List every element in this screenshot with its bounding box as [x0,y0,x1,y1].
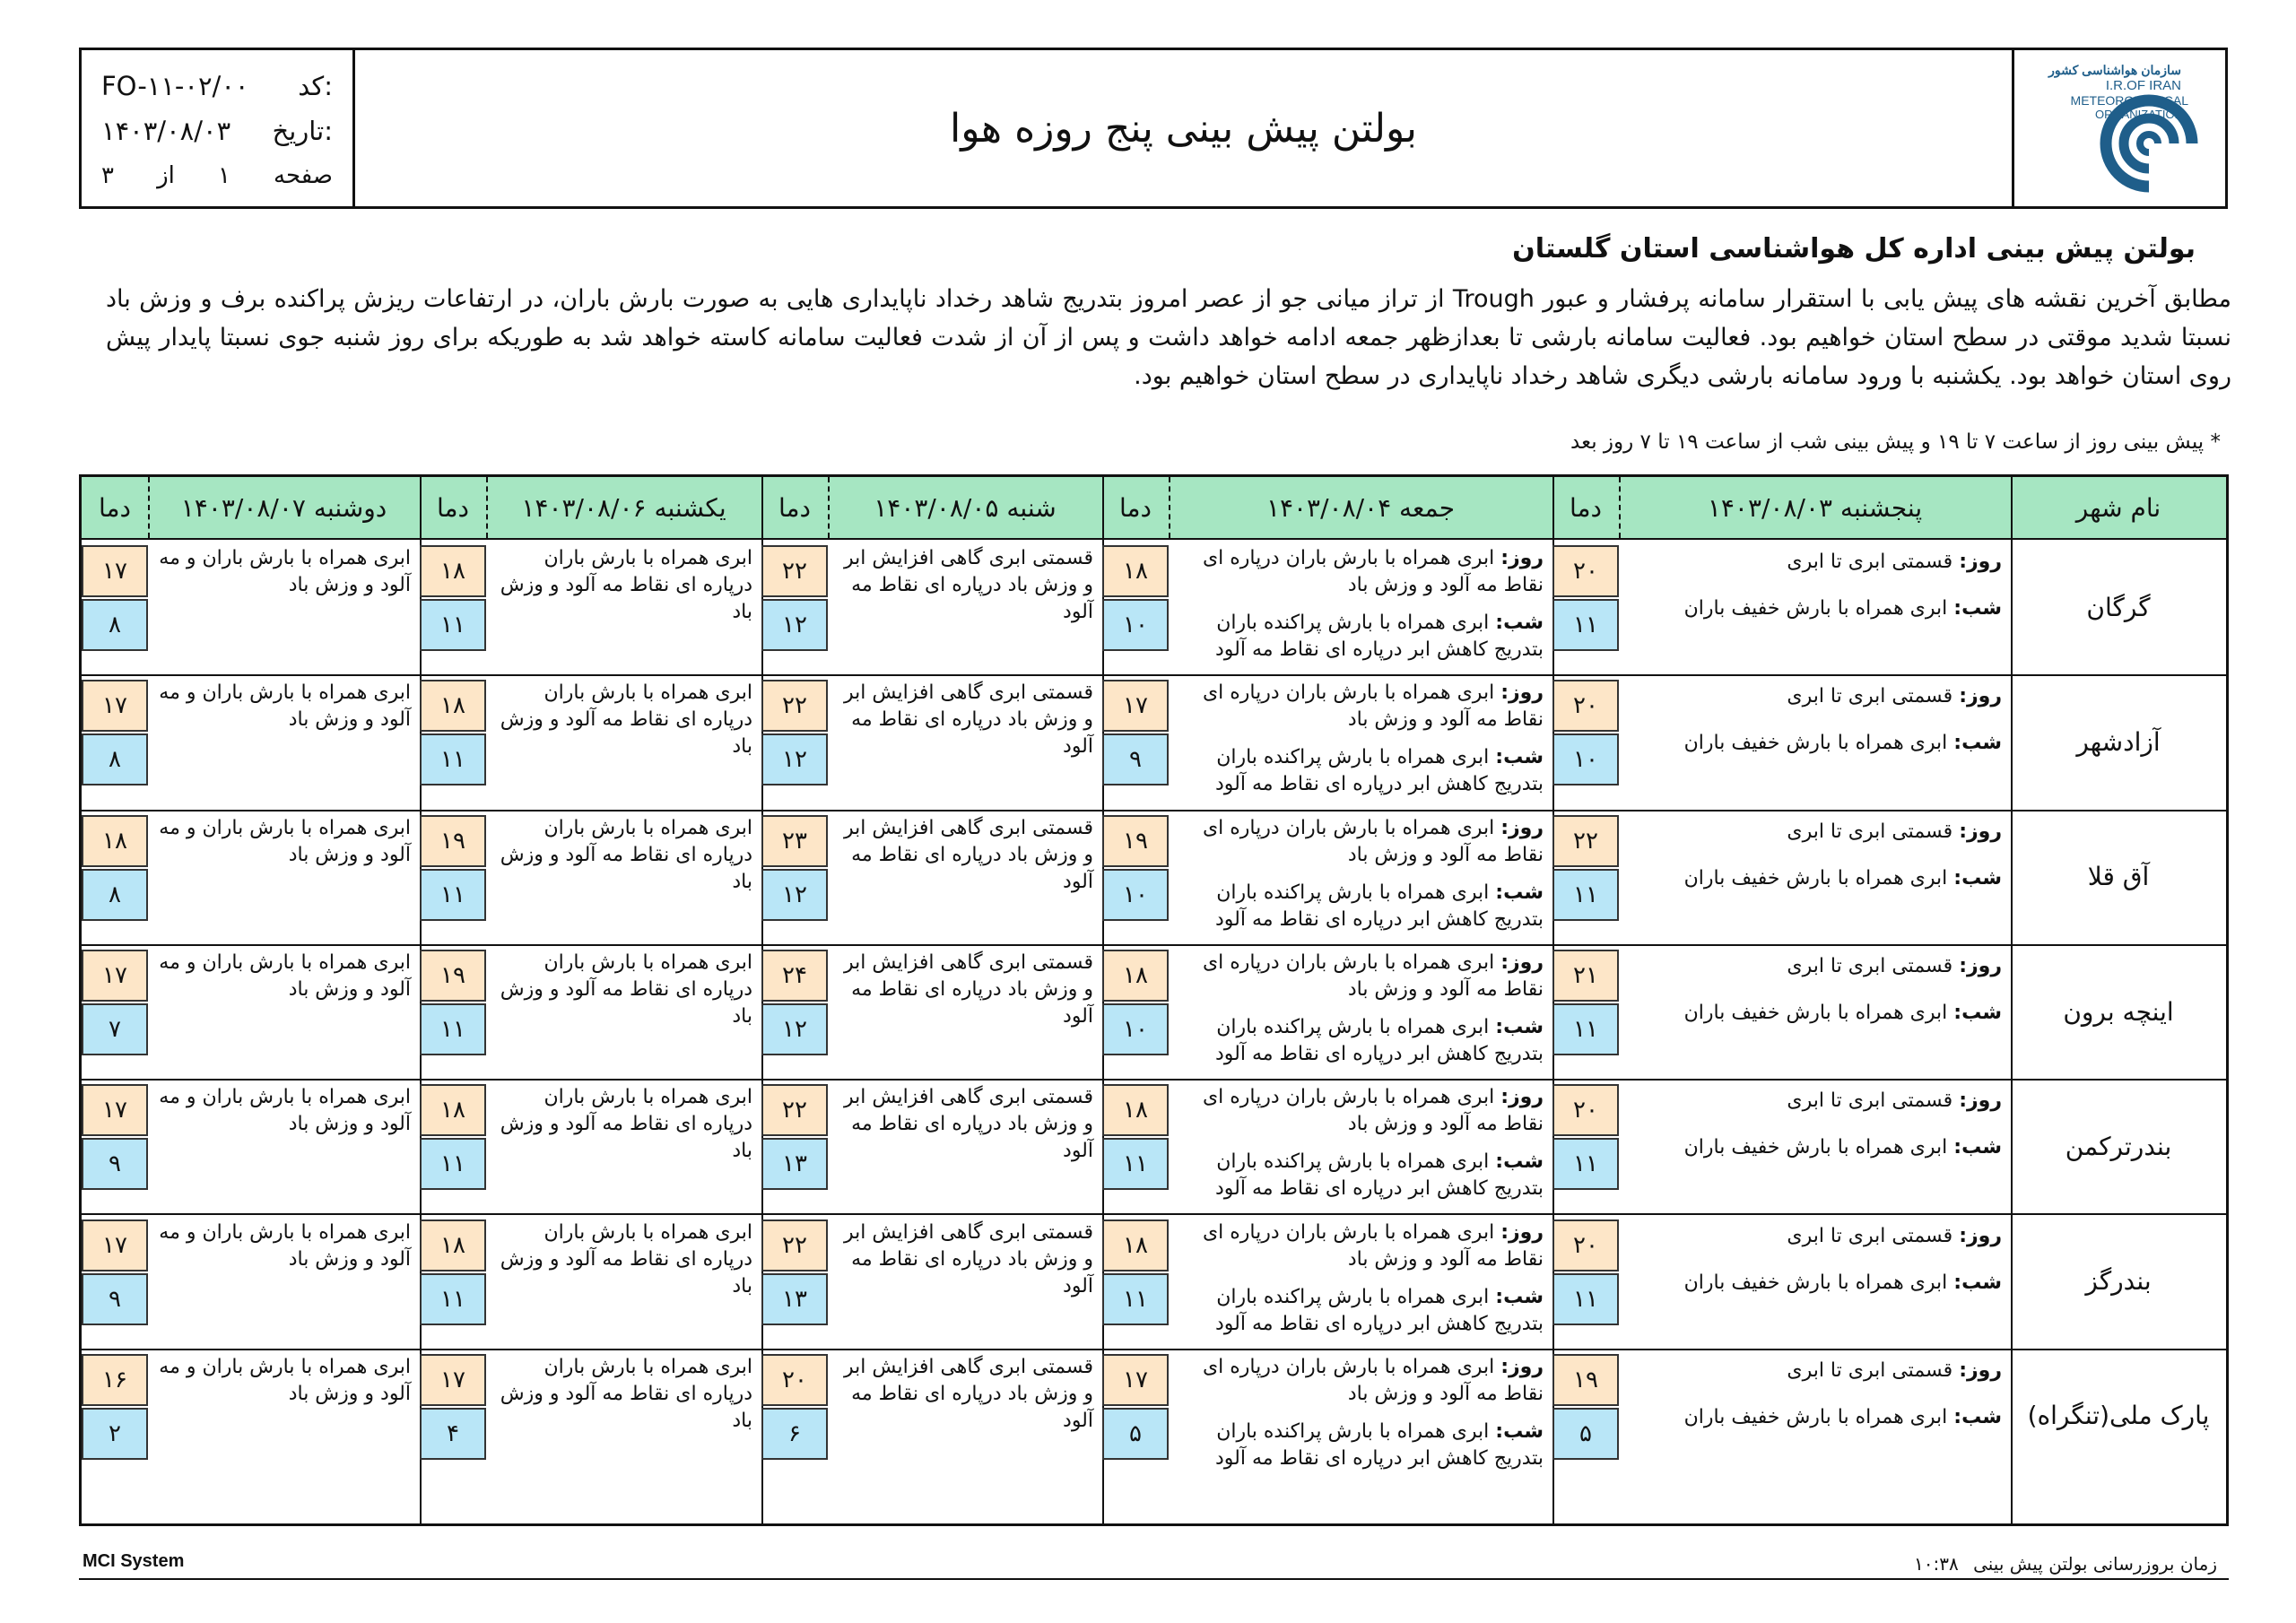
day-forecast [1628,549,2002,576]
logo-text-en-1: I.R.OF IRAN [2105,78,2181,93]
max-temp: ۱۷ [1102,680,1169,732]
day-forecast [1178,545,1544,599]
daily-forecast: قسمتی ابری گاهی افزایش ابر و وزش باد درپاره ای نقاط مه آلود [844,681,1093,759]
page-of: از [157,162,175,189]
night-forecast [1178,744,1544,798]
min-temp: ۱۰ [1102,599,1169,651]
night-forecast [1628,1134,2002,1161]
day-label: روز: [1500,547,1544,569]
day-text: قسمتی ابری تا ابری [1787,954,1953,977]
max-temp: ۱۸ [420,545,486,597]
day-label: روز: [1959,685,2002,708]
day-forecast [1178,1219,1544,1273]
header-day-2: جمعه ۱۴۰۳/۰۸/۰۴ [1265,492,1456,523]
min-temp: ۱۲ [761,1003,828,1055]
day-text: ابری همراه با بارش باران درپاره ای نقاط مه آلود و وزش باد [1202,1086,1544,1136]
daily-forecast: قسمتی ابری گاهی افزایش ابر و وزش باد درپاره ای نقاط مه آلود [844,816,1093,893]
max-temp: ۱۸ [1102,545,1169,597]
night-label: شب: [1953,1271,2002,1294]
update-time-label [1914,1553,2217,1575]
update-time: ۱۰:۳۸ [1914,1553,1959,1575]
page-row [101,154,333,197]
max-temp: ۱۷ [1102,1354,1169,1406]
min-temp: ۹ [1102,733,1169,785]
daily-forecast: قسمتی ابری گاهی افزایش ابر و وزش باد درپاره ای نقاط مه آلود [844,950,1093,1028]
min-temp: ۱۱ [1102,1138,1169,1190]
min-temp: ۱۳ [761,1273,828,1325]
daily-forecast: ابری همراه با بارش باران و مه آلود و وزش باد [159,547,411,596]
night-text: ابری همراه با بارش پراکنده باران بتدریج کاهش ابر درپاره ای نقاط مه آلود [1215,746,1544,796]
night-label: شب: [1495,612,1544,634]
night-text: ابری همراه با بارش پراکنده باران بتدریج کاهش ابر درپاره ای نقاط مه آلود [1215,1419,1544,1470]
max-temp: ۱۹ [1552,1354,1619,1406]
night-text: ابری همراه با بارش خفیف باران [1683,1405,1948,1428]
table-header-row [82,477,2226,540]
header-day-3: شنبه ۱۴۰۳/۰۸/۰۵ [874,492,1057,523]
max-temp: ۲۳ [761,815,828,867]
bulletin-header [79,48,2228,209]
daily-forecast: ابری همراه با بارش باران درپاره ای نقاط مه آلود و وزش باد [500,547,752,623]
min-temp: ۱۰ [1102,1003,1169,1055]
min-temp: ۴ [420,1408,486,1460]
min-temp: ۱۱ [1552,1138,1619,1190]
day-label: روز: [1500,681,1544,705]
night-forecast [1628,865,2002,892]
max-temp: ۲۰ [1552,680,1619,732]
max-temp: ۲۴ [761,950,828,1002]
logo-text-en-2: METEOROLOGICAL [2070,93,2188,108]
system-name: MCI System [83,1551,185,1571]
max-temp: ۲۰ [1552,1219,1619,1271]
daily-forecast: ابری همراه با بارش باران درپاره ای نقاط مه آلود و وزش باد [500,1086,752,1163]
code-value: FO-۱۱-۰۲/۰۰ [101,71,249,101]
night-text: ابری همراه با بارش پراکنده باران بتدریج کاهش ابر درپاره ای نقاط مه آلود [1215,881,1544,931]
max-temp: ۲۰ [761,1354,828,1406]
day-forecast [1178,1084,1544,1138]
daily-forecast: قسمتی ابری گاهی افزایش ابر و وزش باد درپاره ای نقاط مه آلود [844,547,1093,623]
meteorological-organization-logo [2012,50,2225,206]
day-label: روز: [1500,816,1544,839]
header-temp-divider [1619,477,1621,538]
max-temp: ۱۶ [82,1354,148,1406]
page-title: بولتن پیش بینی پنج روزه هوا [949,105,1418,152]
max-temp: ۲۲ [761,680,828,732]
page-total: ۳ [101,162,114,189]
night-forecast [1178,1014,1544,1068]
header-temp-divider [486,477,488,538]
night-text: ابری همراه با بارش پراکنده باران بتدریج کاهش ابر درپاره ای نقاط مه آلود [1215,1150,1544,1201]
city-name: اینچه برون [2063,996,2174,1027]
min-temp: ۱۱ [420,869,486,921]
header-city: نام شهر [2075,492,2161,523]
night-forecast [1628,595,2002,622]
daily-forecast: ابری همراه با بارش باران و مه آلود و وزش باد [159,1086,411,1136]
forecast-table [79,474,2229,1526]
night-forecast [1628,1270,2002,1297]
date-row [101,109,333,152]
table-row [82,944,2226,1081]
min-temp: ۶ [761,1408,828,1460]
day-label: روز: [1500,1086,1544,1109]
table-row [82,540,2226,676]
code-label: کد: [298,71,333,101]
min-temp: ۱۰ [1102,869,1169,921]
max-temp: ۲۰ [1552,1084,1619,1136]
day-forecast [1628,1358,2002,1384]
night-label: شب: [1495,1015,1544,1038]
day-forecast [1178,950,1544,1003]
night-forecast [1628,1000,2002,1027]
city-name: گرگان [2086,592,2151,622]
night-text: ابری همراه با بارش خفیف باران [1683,732,1948,755]
daily-forecast: ابری همراه با بارش باران و مه آلود و وزش باد [159,950,411,1001]
night-text: ابری همراه با بارش پراکنده باران بتدریج کاهش ابر درپاره ای نقاط مه آلود [1215,1015,1544,1065]
max-temp: ۱۷ [82,1084,148,1136]
night-forecast [1628,730,2002,757]
max-temp: ۱۸ [1102,950,1169,1002]
day-text: قسمتی ابری تا ابری [1787,1358,1953,1382]
table-row [82,1349,2226,1483]
night-forecast [1178,880,1544,933]
city-name: آزادشهر [2076,726,2161,757]
footer-divider [79,1578,2229,1580]
forecast-summary-paragraph: مطابق آخرین نقشه های پیش یابی با استقرار سامانه پرفشار و عبور Trough از تراز میانی جو از عصر امروز بتدریج شاهد رخداد ناپایداری هایی به صورت بارش باران، در ارتفاعات ریزش پراکنده برف و وزش باد نسبتا شدید موقتی در سطح استان خواهیم بود. فعالیت سامانه بارشی تا بعدازظهر جمعه ادامه خواهد داشت و پس از آن از شدت فعالیت سامانه کاسته خواهد شد به طوریکه برای روز شنبه جوی نسبتا پایدار پیش روی استان خواهد بود. یکشنبه با ورود سامانه بارشی دیگری شاهد رخداد ناپایداری در سطح استان خواهیم بود. [106,285,2231,390]
day-text: قسمتی ابری تا ابری [1787,1089,1953,1113]
daily-forecast: قسمتی ابری گاهی افزایش ابر و وزش باد درپاره ای نقاط مه آلود [844,1355,1093,1432]
daily-forecast: قسمتی ابری گاهی افزایش ابر و وزش باد درپاره ای نقاط مه آلود [844,1086,1093,1163]
header-temp-1: دما [1570,492,1602,523]
max-temp: ۱۸ [1102,1084,1169,1136]
daily-forecast: ابری همراه با بارش باران و مه آلود و وزش باد [159,681,411,732]
logo-text-fa: سازمان هواشناسی کشور [2048,63,2181,77]
night-label: شب: [1953,1001,2002,1024]
update-label: زمان بروزرسانی بولتن پیش بینی [1973,1553,2217,1575]
min-temp: ۵ [1102,1408,1169,1460]
header-temp-divider [1169,477,1170,538]
header-temp-3: دما [778,492,811,523]
header-temp-5: دما [99,492,131,523]
city-name: پارک ملی(تنگراه) [2027,1401,2210,1431]
min-temp: ۱۱ [1552,869,1619,921]
min-temp: ۸ [82,733,148,785]
night-text: ابری همراه با بارش خفیف باران [1683,597,1948,620]
min-temp: ۵ [1552,1408,1619,1460]
day-text: قسمتی ابری تا ابری [1787,685,1953,708]
forecast-time-note: * پیش بینی روز از ساعت ۷ تا ۱۹ و پیش بینی شب از ساعت ۱۹ تا ۷ روز بعد [1570,430,2221,454]
table-row [82,674,2226,811]
header-day-4: یکشنبه ۱۴۰۳/۰۸/۰۶ [521,492,726,523]
daily-forecast: ابری همراه با بارش باران درپاره ای نقاط مه آلود و وزش باد [500,1220,752,1298]
min-temp: ۱۲ [761,733,828,785]
max-temp: ۱۸ [420,680,486,732]
night-label: شب: [1953,732,2002,755]
page-label: صفحه [274,162,333,189]
day-label: روز: [1959,954,2002,977]
day-text: قسمتی ابری تا ابری [1787,1224,1953,1247]
max-temp: ۱۷ [82,1219,148,1271]
daily-forecast: ابری همراه با بارش باران درپاره ای نقاط مه آلود و وزش باد [500,950,752,1028]
night-forecast [1178,1149,1544,1202]
min-temp: ۱۰ [1552,733,1619,785]
min-temp: ۱۱ [1552,1273,1619,1325]
max-temp: ۱۷ [82,680,148,732]
night-label: شب: [1495,746,1544,769]
daily-forecast: ابری همراه با بارش باران و مه آلود و وزش باد [159,1355,411,1405]
max-temp: ۲۲ [761,1084,828,1136]
logo-text-en-3: ORGANIZATION [2095,108,2183,121]
min-temp: ۱۱ [420,1138,486,1190]
header-day-5: دوشنبه ۱۴۰۳/۰۸/۰۷ [180,492,387,523]
night-text: ابری همراه با بارش خفیف باران [1683,1136,1948,1159]
min-temp: ۲ [82,1408,148,1460]
day-forecast [1628,683,2002,710]
min-temp: ۱۱ [420,599,486,651]
day-label: روز: [1500,1220,1544,1244]
night-label: شب: [1953,1405,2002,1428]
day-forecast [1178,815,1544,869]
min-temp: ۱۱ [1552,599,1619,651]
max-temp: ۱۸ [420,1084,486,1136]
night-text: ابری همراه با بارش خفیف باران [1683,1001,1948,1024]
max-temp: ۱۹ [420,815,486,867]
max-temp: ۱۷ [82,950,148,1002]
max-temp: ۲۲ [1552,815,1619,867]
max-temp: ۱۹ [1102,815,1169,867]
day-forecast [1628,819,2002,846]
city-name: بندرگز [2085,1266,2152,1297]
night-text: ابری همراه با بارش پراکنده باران بتدریج کاهش ابر درپاره ای نقاط مه آلود [1215,612,1544,661]
min-temp: ۱۲ [761,869,828,921]
day-label: روز: [1500,1355,1544,1378]
header-day-1: پنجشنبه ۱۴۰۳/۰۸/۰۳ [1707,492,1923,523]
max-temp: ۱۸ [420,1219,486,1271]
max-temp: ۲۱ [1552,950,1619,1002]
daily-forecast: ابری همراه با بارش باران درپاره ای نقاط مه آلود و وزش باد [500,681,752,759]
day-text: ابری همراه با بارش باران درپاره ای نقاط مه آلود و وزش باد [1202,816,1544,866]
code-row [101,65,333,108]
logo-spiral-icon [2093,86,2205,201]
day-text: ابری همراه با بارش باران درپاره ای نقاط مه آلود و وزش باد [1202,681,1544,732]
daily-forecast: ابری همراه با بارش باران درپاره ای نقاط مه آلود و وزش باد [500,1355,752,1432]
header-temp-4: دما [437,492,469,523]
min-temp: ۹ [82,1138,148,1190]
header-temp-2: دما [1119,492,1152,523]
table-row [82,1214,2226,1350]
night-label: شب: [1953,1136,2002,1159]
table-row [82,1079,2226,1215]
night-forecast [1178,610,1544,664]
min-temp: ۱۱ [1552,1003,1619,1055]
day-label: روز: [1959,1089,2002,1113]
day-forecast [1628,953,2002,980]
bulletin-subtitle: بولتن پیش بینی اداره کل هواشناسی استان گلستان [1512,233,2196,265]
city-name: بندرترکمن [2065,1131,2172,1161]
min-temp: ۱۱ [420,1273,486,1325]
daily-forecast: ابری همراه با بارش باران درپاره ای نقاط مه آلود و وزش باد [500,816,752,893]
day-label: روز: [1959,1224,2002,1247]
night-label: شب: [1953,866,2002,890]
night-label: شب: [1495,1285,1544,1308]
day-label: روز: [1959,551,2002,573]
min-temp: ۱۲ [761,599,828,651]
min-temp: ۷ [82,1003,148,1055]
night-label: شب: [1953,597,2002,620]
night-label: شب: [1495,1419,1544,1443]
max-temp: ۱۷ [82,545,148,597]
date-value: ۱۴۰۳/۰۸/۰۳ [101,116,231,146]
day-text: ابری همراه با بارش باران درپاره ای نقاط مه آلود و وزش باد [1202,1220,1544,1271]
min-temp: ۱۳ [761,1138,828,1190]
min-temp: ۹ [82,1273,148,1325]
page-number: ۱ [217,162,230,189]
min-temp: ۱۱ [420,733,486,785]
max-temp: ۱۸ [82,815,148,867]
day-forecast [1178,680,1544,733]
night-forecast [1178,1284,1544,1338]
daily-forecast: ابری همراه با بارش باران و مه آلود و وزش باد [159,1220,411,1271]
day-text: قسمتی ابری تا ابری [1787,551,1953,573]
date-label: تاریخ: [272,116,333,146]
max-temp: ۲۰ [1552,545,1619,597]
max-temp: ۱۷ [420,1354,486,1406]
min-temp: ۸ [82,869,148,921]
header-temp-divider [828,477,830,538]
table-row [82,810,2226,946]
night-label: شب: [1495,881,1544,904]
night-forecast [1178,1419,1544,1472]
night-forecast [1628,1404,2002,1431]
night-text: ابری همراه با بارش خفیف باران [1683,866,1948,890]
day-forecast [1628,1223,2002,1250]
document-info-box [82,50,355,206]
night-text: ابری همراه با بارش پراکنده باران بتدریج کاهش ابر درپاره ای نقاط مه آلود [1215,1285,1544,1335]
night-text: ابری همراه با بارش خفیف باران [1683,1271,1948,1294]
night-label: شب: [1495,1150,1544,1174]
day-label: روز: [1959,1358,2002,1382]
day-text: ابری همراه با بارش باران درپاره ای نقاط مه آلود و وزش باد [1202,547,1544,596]
day-text: ابری همراه با بارش باران درپاره ای نقاط مه آلود و وزش باد [1202,950,1544,1001]
city-name: آق قلا [2087,862,2150,892]
min-temp: ۱۱ [1102,1273,1169,1325]
min-temp: ۸ [82,599,148,651]
day-text: ابری همراه با بارش باران درپاره ای نقاط مه آلود و وزش باد [1202,1355,1544,1405]
day-forecast [1178,1354,1544,1408]
day-label: روز: [1959,820,2002,843]
max-temp: ۱۸ [1102,1219,1169,1271]
max-temp: ۲۲ [761,545,828,597]
daily-forecast: قسمتی ابری گاهی افزایش ابر و وزش باد درپاره ای نقاط مه آلود [844,1220,1093,1298]
daily-forecast: ابری همراه با بارش باران و مه آلود و وزش باد [159,816,411,866]
header-temp-divider [148,477,150,538]
max-temp: ۲۲ [761,1219,828,1271]
day-forecast [1628,1088,2002,1115]
min-temp: ۱۱ [420,1003,486,1055]
day-text: قسمتی ابری تا ابری [1787,820,1953,843]
day-label: روز: [1500,950,1544,974]
max-temp: ۱۹ [420,950,486,1002]
